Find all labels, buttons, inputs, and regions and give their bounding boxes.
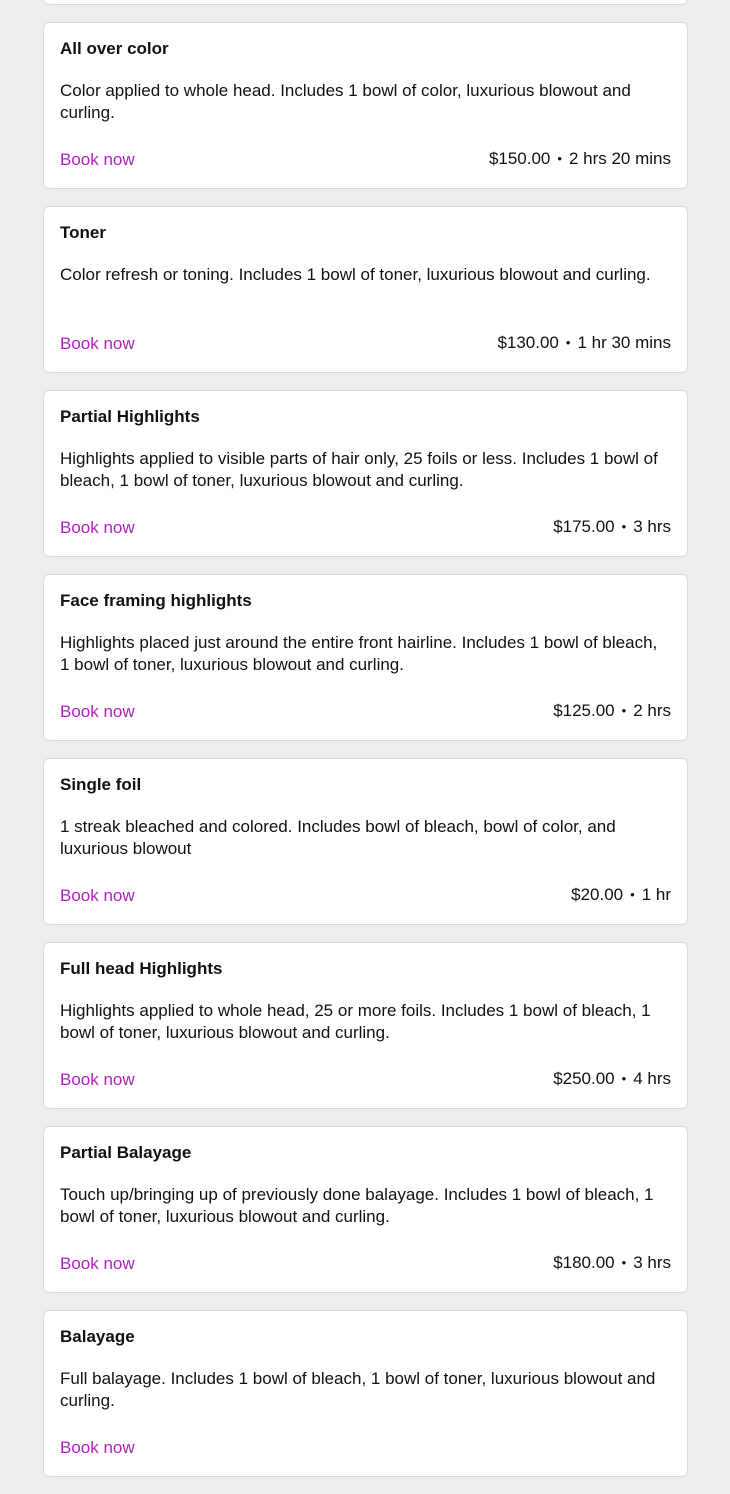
service-price: $130.00	[497, 333, 559, 352]
service-title: Balayage	[60, 1327, 135, 1346]
service-card	[43, 22, 688, 189]
service-meta	[553, 701, 671, 721]
service-card	[43, 206, 688, 373]
service-title: All over color	[60, 39, 169, 58]
book-now-link[interactable]: Book now	[60, 334, 135, 353]
service-card	[43, 758, 688, 925]
service-card	[43, 942, 688, 1109]
service-price: $150.00	[488, 149, 551, 168]
service-description: 1 streak bleached and colored. Includes bowl of bleach, bowl of color, and luxurious blowout	[60, 817, 616, 858]
service-meta	[553, 1253, 671, 1273]
meta-separator: •	[557, 151, 562, 166]
service-meta	[489, 149, 671, 169]
book-now-link[interactable]: Book now	[60, 886, 135, 905]
service-meta	[657, 1437, 671, 1457]
meta-separator: •	[621, 519, 627, 534]
service-meta	[553, 1069, 671, 1089]
book-now-link[interactable]: Book now	[60, 1438, 135, 1457]
service-list	[43, 0, 688, 1494]
service-meta	[497, 333, 671, 353]
service-title: Face framing highlights	[60, 591, 252, 610]
service-duration: 3 hrs	[633, 1253, 671, 1272]
meta-separator: •	[621, 1255, 627, 1270]
service-duration: 2 hrs	[633, 701, 671, 720]
service-duration: 2 hrs 20 mins	[568, 149, 671, 168]
service-card-partial	[43, 0, 688, 5]
service-description: Highlights placed just around the entire front hairline. Includes 1 bowl of bleach, 1 bowl of toner, luxurious blowout and curling.	[60, 633, 658, 674]
service-title: Partial Highlights	[60, 407, 200, 426]
meta-separator: •	[621, 1071, 627, 1086]
service-duration: 3 hrs	[633, 517, 671, 536]
service-description: Color refresh or toning. Includes 1 bowl of toner, luxurious blowout and curling.	[60, 265, 651, 284]
service-duration: 1 hr	[641, 885, 671, 904]
service-title: Full head Highlights	[60, 959, 223, 978]
service-card	[43, 1310, 688, 1477]
service-description: Highlights applied to whole head, 25 or more foils. Includes 1 bowl of bleach, 1 bowl of toner, luxurious blowout and curling.	[60, 1001, 651, 1042]
book-now-link[interactable]: Book now	[60, 702, 135, 721]
service-meta	[571, 885, 671, 905]
service-meta	[553, 517, 671, 537]
service-description: Touch up/bringing up of previously done balayage. Includes 1 bowl of bleach, 1 bowl of toner, luxurious blowout and curling.	[60, 1185, 654, 1226]
service-price: $250.00	[553, 1069, 615, 1088]
service-card	[43, 1126, 688, 1293]
service-price: $175.00	[553, 517, 615, 536]
meta-separator: •	[621, 703, 627, 718]
service-price: $125.00	[553, 701, 615, 720]
service-title: Toner	[60, 223, 106, 242]
service-card	[43, 390, 688, 557]
service-title: Single foil	[60, 775, 142, 794]
book-now-link[interactable]: Book now	[60, 518, 135, 537]
service-title: Partial Balayage	[60, 1143, 192, 1162]
meta-separator: •	[565, 335, 571, 350]
service-duration: 4 hrs	[633, 1069, 671, 1088]
book-now-link[interactable]: Book now	[60, 150, 135, 169]
book-now-link[interactable]: Book now	[60, 1070, 135, 1089]
service-description: Full balayage. Includes 1 bowl of bleach, 1 bowl of toner, luxurious blowout and curling.	[60, 1369, 656, 1410]
service-description: Highlights applied to visible parts of hair only, 25 foils or less. Includes 1 bowl of bleach, 1 bowl of toner, luxurious blowout and curling.	[60, 449, 658, 490]
service-price: $20.00	[571, 885, 624, 904]
service-price: $180.00	[553, 1253, 615, 1272]
service-card	[43, 574, 688, 741]
service-duration: 1 hr 30 mins	[577, 333, 671, 352]
meta-separator: •	[630, 887, 635, 902]
book-now-link[interactable]: Book now	[60, 1254, 135, 1273]
service-description: Color applied to whole head. Includes 1 bowl of color, luxurious blowout and curling.	[60, 81, 631, 122]
